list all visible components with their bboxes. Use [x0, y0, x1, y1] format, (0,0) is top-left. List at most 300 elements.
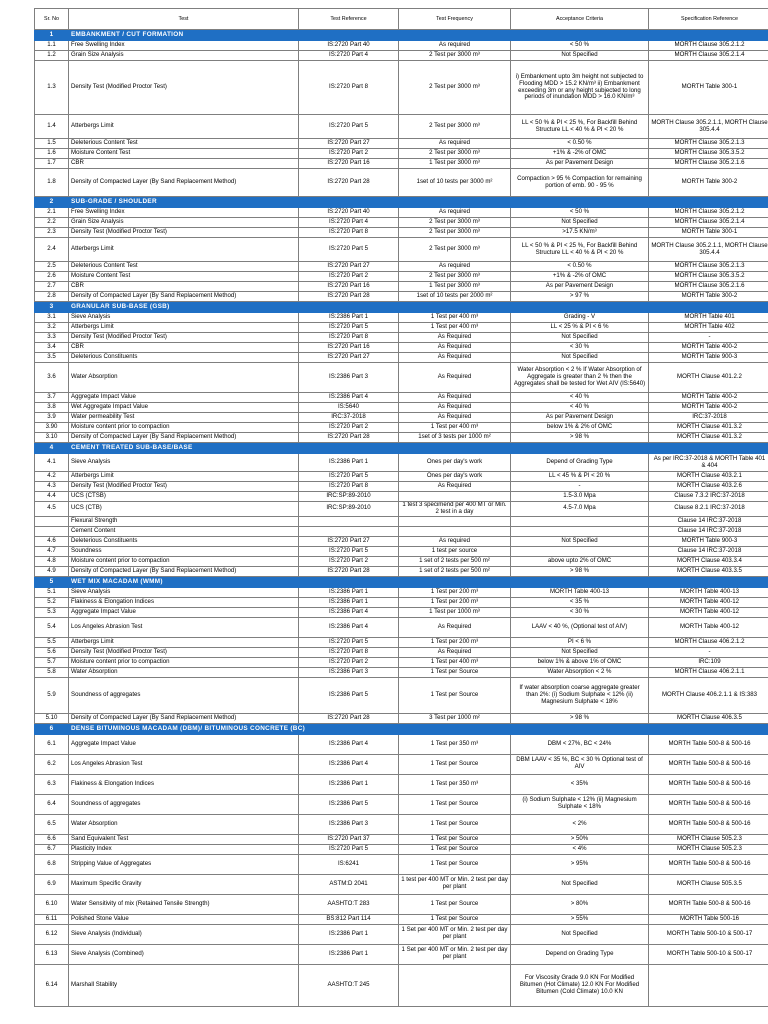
cell-test-frequency: 1set of 10 tests per 3000 m²: [399, 169, 511, 197]
cell-test-reference: ASTM:D 2041: [299, 874, 399, 894]
cell-specification-reference: MORTH Clause 401.3.2: [649, 423, 768, 433]
cell-acceptance-criteria: > 95%: [511, 854, 649, 874]
table-row: [35, 794, 768, 814]
cell-sr-no: 3.7: [35, 393, 69, 403]
cell-test-reference: IS:2720 Part 37: [299, 834, 399, 844]
cell-sr-no: 6.13: [35, 944, 69, 964]
cell-test-frequency: 1 Test per 200 m³: [399, 587, 511, 597]
cell-specification-reference: Clause 7.3.2 IRC:37-2018: [649, 492, 768, 502]
cell-test-reference: IS:2720 Part 8: [299, 61, 399, 115]
spec-table: [34, 8, 768, 1007]
cell-test-reference: IS:2386 Part 4: [299, 617, 399, 637]
cell-test-reference: IS:2720 Part 5: [299, 844, 399, 854]
section-title: CEMENT TREATED SUB-BASE/BASE: [69, 443, 768, 454]
cell-specification-reference: MORTH Table 500-16: [649, 914, 768, 924]
cell-acceptance-criteria: Depend of Grading Type: [511, 454, 649, 472]
cell-test: Wet Aggregate Impact Value: [69, 403, 299, 413]
section-title: WET MIX MACADAM (WMM): [69, 576, 768, 587]
cell-sr-no: 4.5: [35, 502, 69, 517]
cell-test-frequency: 2 Test per 3000 m³: [399, 51, 511, 61]
cell-test: Aggregate Impact Value: [69, 734, 299, 754]
cell-sr-no: 1.5: [35, 139, 69, 149]
cell-test: UCS (CTB): [69, 502, 299, 517]
cell-sr-no: 2.4: [35, 238, 69, 262]
cell-test: Sieve Analysis: [69, 587, 299, 597]
cell-acceptance-criteria: Not Specified: [511, 874, 649, 894]
cell-sr-no: 4.9: [35, 566, 69, 576]
cell-test-reference: IRC:SP:89-2010: [299, 492, 399, 502]
section-number: 1: [35, 30, 69, 41]
header-row: [35, 9, 768, 30]
cell-acceptance-criteria: Not Specified: [511, 333, 649, 343]
cell-sr-no: 3.9: [35, 413, 69, 423]
cell-sr-no: 3.5: [35, 353, 69, 363]
cell-test-frequency: 1 test per 400 MT or Min. 2 test per day per plant: [399, 874, 511, 894]
cell-test-reference: BS:812 Part 114: [299, 914, 399, 924]
section-title: SUB-GRADE / SHOULDER: [69, 197, 768, 208]
cell-test-frequency: [399, 516, 511, 526]
cell-acceptance-criteria: above upto 2% of OMC: [511, 556, 649, 566]
cell-specification-reference: Clause 14 IRC:37-2018: [649, 526, 768, 536]
cell-sr-no: 6.4: [35, 794, 69, 814]
table-row: [35, 566, 768, 576]
cell-test-frequency: Ones per day's work: [399, 472, 511, 482]
cell-acceptance-criteria: < 50 %: [511, 208, 649, 218]
cell-test-frequency: 1 Test per 400 m³: [399, 313, 511, 323]
cell-sr-no: 2.1: [35, 208, 69, 218]
cell-test-reference: IS:2720 Part 2: [299, 272, 399, 282]
cell-sr-no: 1.8: [35, 169, 69, 197]
cell-test: Atterbergs Limit: [69, 323, 299, 333]
cell-sr-no: 2.2: [35, 218, 69, 228]
cell-test: CBR: [69, 159, 299, 169]
cell-test-frequency: 1 Test per 1000 m³: [399, 607, 511, 617]
cell-test-frequency: 1 Test per 350 m³: [399, 774, 511, 794]
cell-test-reference: IS:2720 Part 8: [299, 482, 399, 492]
header-sr-no: Sr. No: [35, 9, 69, 30]
cell-sr-no: 3.1: [35, 313, 69, 323]
cell-acceptance-criteria: -: [511, 482, 649, 492]
cell-test-frequency: As Required: [399, 482, 511, 492]
table-row: [35, 774, 768, 794]
cell-sr-no: 1.3: [35, 61, 69, 115]
table-row: [35, 502, 768, 517]
cell-sr-no: 5.1: [35, 587, 69, 597]
cell-test-reference: IS:2386 Part 1: [299, 587, 399, 597]
table-row: [35, 667, 768, 677]
table-row: [35, 423, 768, 433]
table-row: [35, 657, 768, 667]
table-row: [35, 61, 768, 115]
cell-test-reference: IS:2720 Part 5: [299, 115, 399, 139]
cell-acceptance-criteria: < 0.50 %: [511, 139, 649, 149]
cell-test: Density Test (Modified Proctor Test): [69, 333, 299, 343]
cell-test-reference: IS:2386 Part 3: [299, 363, 399, 393]
cell-sr-no: [35, 516, 69, 526]
table-row: [35, 139, 768, 149]
cell-test: Marshall Stability: [69, 964, 299, 1006]
table-row: [35, 115, 768, 139]
header-specification-reference: Specification Reference: [649, 9, 768, 30]
cell-specification-reference: MORTH Clause 505.2.3: [649, 834, 768, 844]
cell-test-reference: AASHTO:T 283: [299, 894, 399, 914]
cell-acceptance-criteria: PI < 6 %: [511, 637, 649, 647]
cell-specification-reference: MORTH Table 500-8 & 500-16: [649, 894, 768, 914]
cell-test-frequency: 1 Test per 350 m³: [399, 734, 511, 754]
cell-test-frequency: 1 test 3 specimend per 400 MT or Min. 2 test in a day: [399, 502, 511, 517]
cell-test: Density of Compacted Layer (By Sand Replacement Method): [69, 292, 299, 302]
cell-test-frequency: 1 Test per 3000 m³: [399, 159, 511, 169]
header-test: Test: [69, 9, 299, 30]
cell-test-frequency: 2 Test per 3000 m³: [399, 218, 511, 228]
cell-test-reference: IS:2720 Part 40: [299, 41, 399, 51]
cell-specification-reference: [649, 964, 768, 1006]
cell-specification-reference: MORTH Clause 305.2.1.3: [649, 139, 768, 149]
cell-test: Free Swelling Index: [69, 208, 299, 218]
cell-specification-reference: MORTH Table 300-2: [649, 169, 768, 197]
cell-test: Atterbergs Limit: [69, 115, 299, 139]
table-row: [35, 353, 768, 363]
cell-sr-no: 5.4: [35, 617, 69, 637]
cell-sr-no: 3.8: [35, 403, 69, 413]
cell-specification-reference: MORTH Table 402: [649, 323, 768, 333]
table-row: [35, 169, 768, 197]
table-row: [35, 526, 768, 536]
cell-test-reference: IS:2386 Part 3: [299, 667, 399, 677]
cell-test: Sieve Analysis (Individual): [69, 924, 299, 944]
cell-specification-reference: -: [649, 647, 768, 657]
cell-acceptance-criteria: Depend on Grading Type: [511, 944, 649, 964]
cell-test-frequency: 1 Test per Source: [399, 834, 511, 844]
cell-test-reference: [299, 526, 399, 536]
cell-sr-no: 6.2: [35, 754, 69, 774]
table-row: [35, 647, 768, 657]
cell-sr-no: 4.3: [35, 482, 69, 492]
cell-sr-no: 5.9: [35, 677, 69, 713]
cell-specification-reference: MORTH Clause 403.2.6: [649, 482, 768, 492]
cell-specification-reference: MORTH Clause 305.2.1.1, MORTH Clause 305.4.4: [649, 115, 768, 139]
cell-sr-no: 6.11: [35, 914, 69, 924]
cell-acceptance-criteria: below 1% & 2% of OMC: [511, 423, 649, 433]
table-row: [35, 343, 768, 353]
cell-acceptance-criteria: below 1% & above 1% of OMC: [511, 657, 649, 667]
table-row: [35, 597, 768, 607]
table-row: [35, 323, 768, 333]
section-title: GRANULAR SUB-BASE (GSB): [69, 302, 768, 313]
cell-test-reference: IS:2720 Part 27: [299, 139, 399, 149]
cell-sr-no: 2.8: [35, 292, 69, 302]
cell-test-frequency: As Required: [399, 353, 511, 363]
cell-sr-no: 3.3: [35, 333, 69, 343]
cell-test-frequency: 1 Test per 400 m³: [399, 423, 511, 433]
cell-test-frequency: 1 Test per Source: [399, 894, 511, 914]
cell-specification-reference: MORTH Clause 305.3.5.2: [649, 272, 768, 282]
cell-test-reference: IS:2386 Part 1: [299, 944, 399, 964]
section-number: 5: [35, 576, 69, 587]
table-row: [35, 516, 768, 526]
cell-sr-no: 6.3: [35, 774, 69, 794]
table-row: [35, 834, 768, 844]
cell-acceptance-criteria: Not Specified: [511, 218, 649, 228]
table-row: [35, 587, 768, 597]
table-row: [35, 894, 768, 914]
cell-acceptance-criteria: LL < 50 % & PI < 25 %, For Backfill Behind Structure LL < 40 % & PI < 20 %: [511, 238, 649, 262]
cell-specification-reference: MORTH Clause 401.3.2: [649, 433, 768, 443]
cell-specification-reference: MORTH Clause 305.2.1.6: [649, 282, 768, 292]
cell-test-frequency: As Required: [399, 413, 511, 423]
cell-sr-no: 4.8: [35, 556, 69, 566]
cell-test-reference: IS:2720 Part 8: [299, 333, 399, 343]
cell-acceptance-criteria: 4.5-7.0 Mpa: [511, 502, 649, 517]
cell-test-frequency: 1 Test per Source: [399, 814, 511, 834]
cell-sr-no: [35, 526, 69, 536]
cell-test-reference: IS:2720 Part 4: [299, 51, 399, 61]
cell-test: Los Angeles Abrasion Test: [69, 754, 299, 774]
cell-acceptance-criteria: As per Pavement Design: [511, 159, 649, 169]
cell-test-frequency: 1 Test per Source: [399, 844, 511, 854]
cell-specification-reference: Clause 14 IRC:37-2018: [649, 516, 768, 526]
cell-sr-no: 2.3: [35, 228, 69, 238]
table-row: [35, 159, 768, 169]
cell-test-reference: IS:2720 Part 27: [299, 353, 399, 363]
cell-acceptance-criteria: > 98 %: [511, 713, 649, 723]
section-number: 2: [35, 197, 69, 208]
table-row: [35, 944, 768, 964]
cell-acceptance-criteria: For Viscosity Grade 9.0 KN For Modified Bitumen (Hot Climate) 12.0 KN For Modified Bitumen (Cold Climate) 10.0 KN: [511, 964, 649, 1006]
cell-test: Deleterious Constituents: [69, 536, 299, 546]
cell-test-frequency: 2 Test per 3000 m³: [399, 228, 511, 238]
table-row: [35, 292, 768, 302]
cell-test: Stripping Value of Aggregates: [69, 854, 299, 874]
cell-acceptance-criteria: DBM LAAV < 35 %, BC < 30 % Optional test of AIV: [511, 754, 649, 774]
cell-test: Water Absorption: [69, 667, 299, 677]
cell-acceptance-criteria: > 50%: [511, 834, 649, 844]
cell-specification-reference: MORTH Clause 403.3.5: [649, 566, 768, 576]
cell-test-reference: IS:2720 Part 27: [299, 536, 399, 546]
section-number: 6: [35, 723, 69, 734]
table-row: [35, 556, 768, 566]
cell-sr-no: 3.4: [35, 343, 69, 353]
cell-test-reference: IRC:37-2018: [299, 413, 399, 423]
cell-test-frequency: 1 Set per 400 MT or Min. 2 test per day per plant: [399, 924, 511, 944]
cell-test-reference: IS:2386 Part 1: [299, 597, 399, 607]
cell-test-frequency: 1 Test per 400 m³: [399, 323, 511, 333]
cell-specification-reference: MORTH Table 400-2: [649, 403, 768, 413]
cell-test-reference: IS:2720 Part 5: [299, 546, 399, 556]
cell-test-frequency: 3 Test per 1000 m²: [399, 713, 511, 723]
cell-acceptance-criteria: Not Specified: [511, 924, 649, 944]
table-row: [35, 454, 768, 472]
cell-test-frequency: As required: [399, 262, 511, 272]
cell-test-frequency: As Required: [399, 343, 511, 353]
cell-test-frequency: [399, 964, 511, 1006]
cell-test-frequency: [399, 526, 511, 536]
section-header: [35, 723, 768, 734]
cell-sr-no: 3.6: [35, 363, 69, 393]
cell-test-reference: IS:5640: [299, 403, 399, 413]
cell-test: Soundness of aggregates: [69, 794, 299, 814]
cell-specification-reference: MORTH Table 400-2: [649, 393, 768, 403]
cell-sr-no: 5.5: [35, 637, 69, 647]
cell-test-reference: IS:2720 Part 2: [299, 149, 399, 159]
header-test-reference: Test Reference: [299, 9, 399, 30]
cell-specification-reference: MORTH Table 500-8 & 500-16: [649, 794, 768, 814]
cell-specification-reference: MORTH Clause 406.2.1.1 & IS:383: [649, 677, 768, 713]
cell-test-frequency: 1 Set per 400 MT or Min. 2 test per day per plant: [399, 944, 511, 964]
cell-acceptance-criteria: [511, 526, 649, 536]
cell-specification-reference: MORTH Clause 406.2.1.2: [649, 637, 768, 647]
cell-test: Grain Size Analysis: [69, 218, 299, 228]
cell-test: Sieve Analysis: [69, 454, 299, 472]
table-row: [35, 637, 768, 647]
cell-acceptance-criteria: Grading - V: [511, 313, 649, 323]
cell-test: Aggregate Impact Value: [69, 393, 299, 403]
cell-acceptance-criteria: As per Pavement Design: [511, 282, 649, 292]
cell-acceptance-criteria: Not Specified: [511, 536, 649, 546]
cell-specification-reference: MORTH Table 300-1: [649, 61, 768, 115]
cell-test-frequency: As Required: [399, 617, 511, 637]
cell-acceptance-criteria: < 0.50 %: [511, 262, 649, 272]
cell-test: Polished Stone Value: [69, 914, 299, 924]
cell-acceptance-criteria: DBM < 27%, BC < 24%: [511, 734, 649, 754]
cell-test: Deleterious Content Test: [69, 139, 299, 149]
cell-acceptance-criteria: Not Specified: [511, 647, 649, 657]
cell-specification-reference: MORTH Clause 505.3.5: [649, 874, 768, 894]
cell-specification-reference: MORTH Table 500-8 & 500-16: [649, 814, 768, 834]
cell-acceptance-criteria: > 97 %: [511, 292, 649, 302]
cell-test-frequency: 1set of 3 tests per 1000 m²: [399, 433, 511, 443]
cell-acceptance-criteria: Not Specified: [511, 51, 649, 61]
table-row: [35, 874, 768, 894]
cell-test: Maximum Specific Gravity: [69, 874, 299, 894]
cell-test-reference: IS:2720 Part 2: [299, 657, 399, 667]
cell-acceptance-criteria: < 40 %: [511, 403, 649, 413]
cell-test-reference: IS:2386 Part 1: [299, 454, 399, 472]
cell-test-frequency: 2 Test per 3000 m³: [399, 272, 511, 282]
cell-specification-reference: IRC:109: [649, 657, 768, 667]
cell-test: Los Angeles Abrasion Test: [69, 617, 299, 637]
cell-sr-no: 6.10: [35, 894, 69, 914]
table-row: [35, 393, 768, 403]
cell-acceptance-criteria: +1% & -2% of OMC: [511, 272, 649, 282]
cell-test-frequency: As required: [399, 536, 511, 546]
cell-test: Atterbergs Limit: [69, 472, 299, 482]
cell-test: Aggregate Impact Value: [69, 607, 299, 617]
cell-specification-reference: MORTH Table 400-12: [649, 597, 768, 607]
cell-acceptance-criteria: < 40 %: [511, 393, 649, 403]
cell-test-reference: IS:2386 Part 1: [299, 313, 399, 323]
cell-test-reference: IS:2386 Part 5: [299, 677, 399, 713]
table-row: [35, 472, 768, 482]
cell-specification-reference: MORTH Table 500-8 & 500-16: [649, 734, 768, 754]
cell-test-reference: IS:2720 Part 16: [299, 282, 399, 292]
cell-sr-no: 5.8: [35, 667, 69, 677]
cell-test-reference: IS:2386 Part 3: [299, 814, 399, 834]
table-row: [35, 734, 768, 754]
cell-test: Moisture content prior to compaction: [69, 556, 299, 566]
section-header: [35, 30, 768, 41]
cell-test: Sieve Analysis: [69, 313, 299, 323]
cell-test-reference: IS:2720 Part 28: [299, 292, 399, 302]
cell-acceptance-criteria: Not Specified: [511, 353, 649, 363]
cell-acceptance-criteria: i) Embankment upto 3m height not subjected to Flooding MDD > 15.2 KN/m³ ii) Embankment exceeding 3m or any height subjected to long periods of inundation MDD > 16.0 KN/m³: [511, 61, 649, 115]
cell-specification-reference: MORTH Clause 305.2.1.4: [649, 218, 768, 228]
cell-test-frequency: 2 Test per 3000 m³: [399, 149, 511, 159]
cell-test: Density Test (Modified Proctor Test): [69, 482, 299, 492]
table-body: [35, 30, 768, 1007]
cell-test: Cement Content: [69, 526, 299, 536]
cell-acceptance-criteria: LL < 45 % & PI < 20 %: [511, 472, 649, 482]
cell-specification-reference: MORTH Table 500-8 & 500-16: [649, 754, 768, 774]
table-row: [35, 617, 768, 637]
cell-test: Free Swelling Index: [69, 41, 299, 51]
cell-test-frequency: 2 Test per 3000 m³: [399, 238, 511, 262]
cell-specification-reference: MORTH Clause 305.2.1.4: [649, 51, 768, 61]
cell-test: Moisture content prior to compaction: [69, 657, 299, 667]
cell-test: Soundness of aggregates: [69, 677, 299, 713]
cell-sr-no: 1.6: [35, 149, 69, 159]
section-header: [35, 197, 768, 208]
table-row: [35, 546, 768, 556]
cell-test-frequency: Ones per day's work: [399, 454, 511, 472]
cell-test: Density of Compacted Layer (By Sand Replacement Method): [69, 566, 299, 576]
cell-test: Water permeability Test: [69, 413, 299, 423]
section-header: [35, 302, 768, 313]
table-row: [35, 262, 768, 272]
cell-acceptance-criteria: > 98 %: [511, 566, 649, 576]
cell-test-reference: IS:2720 Part 5: [299, 472, 399, 482]
cell-sr-no: 6.12: [35, 924, 69, 944]
cell-test-frequency: 1 Test per 400 m³: [399, 657, 511, 667]
cell-specification-reference: As per IRC:37-2018 & MORTH Table 401 & 404: [649, 454, 768, 472]
cell-specification-reference: MORTH Table 401: [649, 313, 768, 323]
cell-specification-reference: MORTH Table 400-12: [649, 617, 768, 637]
cell-test-reference: IS:2720 Part 5: [299, 238, 399, 262]
table-row: [35, 754, 768, 774]
cell-test-frequency: 1 Test per Source: [399, 754, 511, 774]
table-row: [35, 924, 768, 944]
cell-acceptance-criteria: LL < 50 % & PI < 25 %, For Backfill Behind Structure LL < 40 % & PI < 20 %: [511, 115, 649, 139]
cell-test: Deleterious Constituents: [69, 353, 299, 363]
cell-specification-reference: MORTH Clause 305.2.1.6: [649, 159, 768, 169]
cell-test-frequency: 1 Test per Source: [399, 667, 511, 677]
table-row: [35, 854, 768, 874]
cell-specification-reference: MORTH Clause 305.2.1.1, MORTH Clause 305.4.4: [649, 238, 768, 262]
table-row: [35, 228, 768, 238]
cell-test-reference: IS:2386 Part 1: [299, 774, 399, 794]
cell-test: Sand Equivalent Test: [69, 834, 299, 844]
cell-acceptance-criteria: > 80%: [511, 894, 649, 914]
cell-sr-no: 6.6: [35, 834, 69, 844]
cell-test-frequency: As Required: [399, 393, 511, 403]
cell-test: Flakiness & Elongation Indices: [69, 597, 299, 607]
cell-sr-no: 6.5: [35, 814, 69, 834]
cell-acceptance-criteria: < 30 %: [511, 343, 649, 353]
table-row: [35, 607, 768, 617]
cell-test-frequency: 1 Test per Source: [399, 677, 511, 713]
cell-specification-reference: MORTH Table 400-2: [649, 343, 768, 353]
cell-sr-no: 6.14: [35, 964, 69, 1006]
table-row: [35, 363, 768, 393]
section-header: [35, 576, 768, 587]
cell-test: Density Test (Modified Proctor Test): [69, 228, 299, 238]
cell-specification-reference: MORTH Clause 403.3.4: [649, 556, 768, 566]
cell-sr-no: 5.2: [35, 597, 69, 607]
cell-specification-reference: MORTH Table 500-8 & 500-16: [649, 854, 768, 874]
table-row: [35, 844, 768, 854]
cell-specification-reference: MORTH Clause 403.2.1: [649, 472, 768, 482]
table-row: [35, 433, 768, 443]
